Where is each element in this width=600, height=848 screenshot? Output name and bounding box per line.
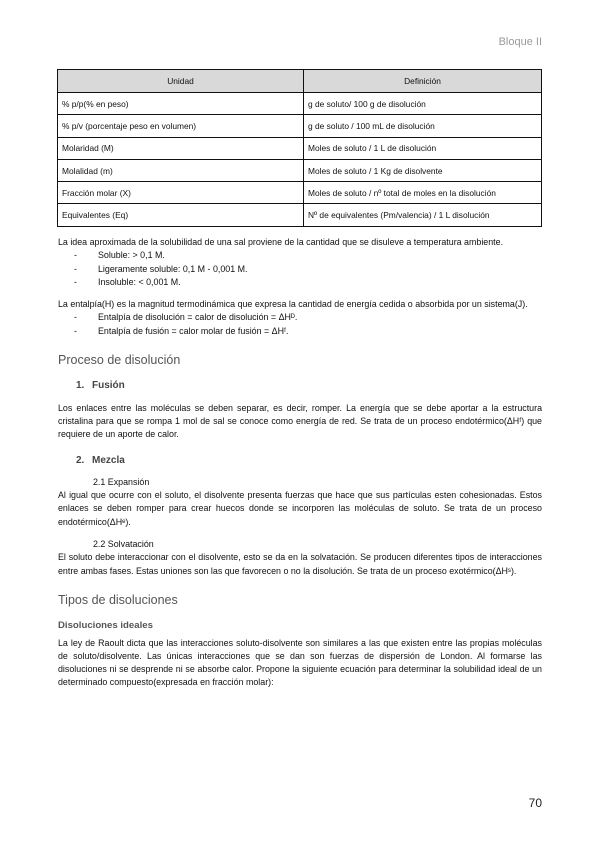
subsection-number: 1. [76,380,85,392]
column-header-definicion: Definición [304,70,542,93]
table-cell-definition: Moles de soluto / 1 Kg de disolvente [304,159,542,181]
table-cell-unit: Fracción molar (X) [58,182,304,204]
subsection-title-ideales: Disoluciones ideales [58,620,153,632]
expansion-paragraph: Al igual que ocurre con el soluto, el disolvente presenta fuerzas que hace que sus partículas esten cohesionadas. Estos enlaces se deben romper para crear huecos donde se incorporen las moléculas de soluto. Se trata de un proceso endotérmico(ΔHᵉ). [58,490,542,527]
page-content [58,236,542,690]
table-cell-unit: Equivalentes (Eq) [58,204,304,226]
enthalpy-list [58,311,542,338]
page-number: 70 [528,796,542,810]
table-cell-definition: Moles de soluto / 1 L de disolución [304,137,542,159]
table-header-row [58,70,542,93]
enthalpy-paragraph: La entalpía(H) es la magnitud termodinámica que expresa la cantidad de energía cedida o absorbida por un sistema(J). [58,299,528,310]
subsection-title: Mezcla [92,454,125,466]
section-title-proceso: Proceso de disolución [58,353,181,368]
solvatacion-paragraph: El soluto debe interaccionar con el disolvente, esto se da en la solvatación. Se producen diferentes tipos de interacciones entre ambas fases. Estas uniones son las que favorecen o no la disolución. Se trata de un proceso exotérmico(ΔHˢ). [58,552,542,576]
solubility-list [58,249,542,289]
table-cell-definition: g de soluto / 100 mL de disolución [304,115,542,137]
table-cell-unit: % p/p(% en peso) [58,93,304,115]
subsubsection-title-expansion: 2.1 Expansión [93,476,150,487]
solubility-paragraph: La idea aproximada de la solubilidad de una sal proviene de la cantidad que se disuleve a temperatura ambiente. [58,237,504,247]
subsection-heading-fusion [58,379,542,392]
raoult-paragraph: La ley de Raoult dicta que las interacciones soluto-disolvente son similares a las que existen entre las propias moléculas de soluto/disolvente. Las únicas interacciones que se dan son fuerzas de dispersión de London. Al formarse las disoluciones ni se desprende ni se absorbe calor. Propone la siguiente ecuación para determinar la solubilidad ideal de un determinado compuesto(expresada en fracción molar): [58,637,542,688]
table-row [58,204,542,226]
fusion-paragraph: Los enlaces entre las moléculas se deben separar, es decir, romper. La energía que se debe aportar a la estructura cristalina para que se rompa 1 mol de sal se conoce como energía de red. Se trata de un proceso endotérmico(ΔHᶠ) que requiere de un aporte de calor. [58,402,542,440]
list-item: - Insoluble: < 0,001 M. [74,276,542,289]
running-header: Bloque II [498,36,542,48]
list-item: - Ligeramente soluble: 0,1 M - 0,001 M. [74,263,542,276]
table-row [58,182,542,204]
subsubsection-title-solvatacion: 2.2 Solvatación [93,539,154,550]
subsection-title: Fusión [92,380,125,392]
column-header-unidad: Unidad [58,70,304,93]
section-title-tipos: Tipos de disoluciones [58,592,178,607]
table-row [58,159,542,181]
subsection-heading-mezcla [58,454,542,467]
table-row [58,115,542,137]
units-table [57,69,542,227]
table-row [58,137,542,159]
list-item: - Soluble: > 0,1 M. [74,249,542,262]
list-item: - Entalpía de fusión = calor molar de fusión = ΔHᶠ. [74,325,542,338]
table-cell-unit: Molaridad (M) [58,137,304,159]
subsection-number: 2. [76,454,85,466]
table-cell-definition: Nº de equivalentes (Pm/valencia) / 1 L disolución [304,204,542,226]
table-row [58,93,542,115]
table-cell-unit: Molalidad (m) [58,159,304,181]
table-cell-unit: % p/v (porcentaje peso en volumen) [58,115,304,137]
list-item: - Entalpía de disolución = calor de disolución = ΔHᴰ. [74,311,542,324]
table-cell-definition: g de soluto/ 100 g de disolución [304,93,542,115]
table-cell-definition: Moles de soluto / nº total de moles en la disolución [304,182,542,204]
